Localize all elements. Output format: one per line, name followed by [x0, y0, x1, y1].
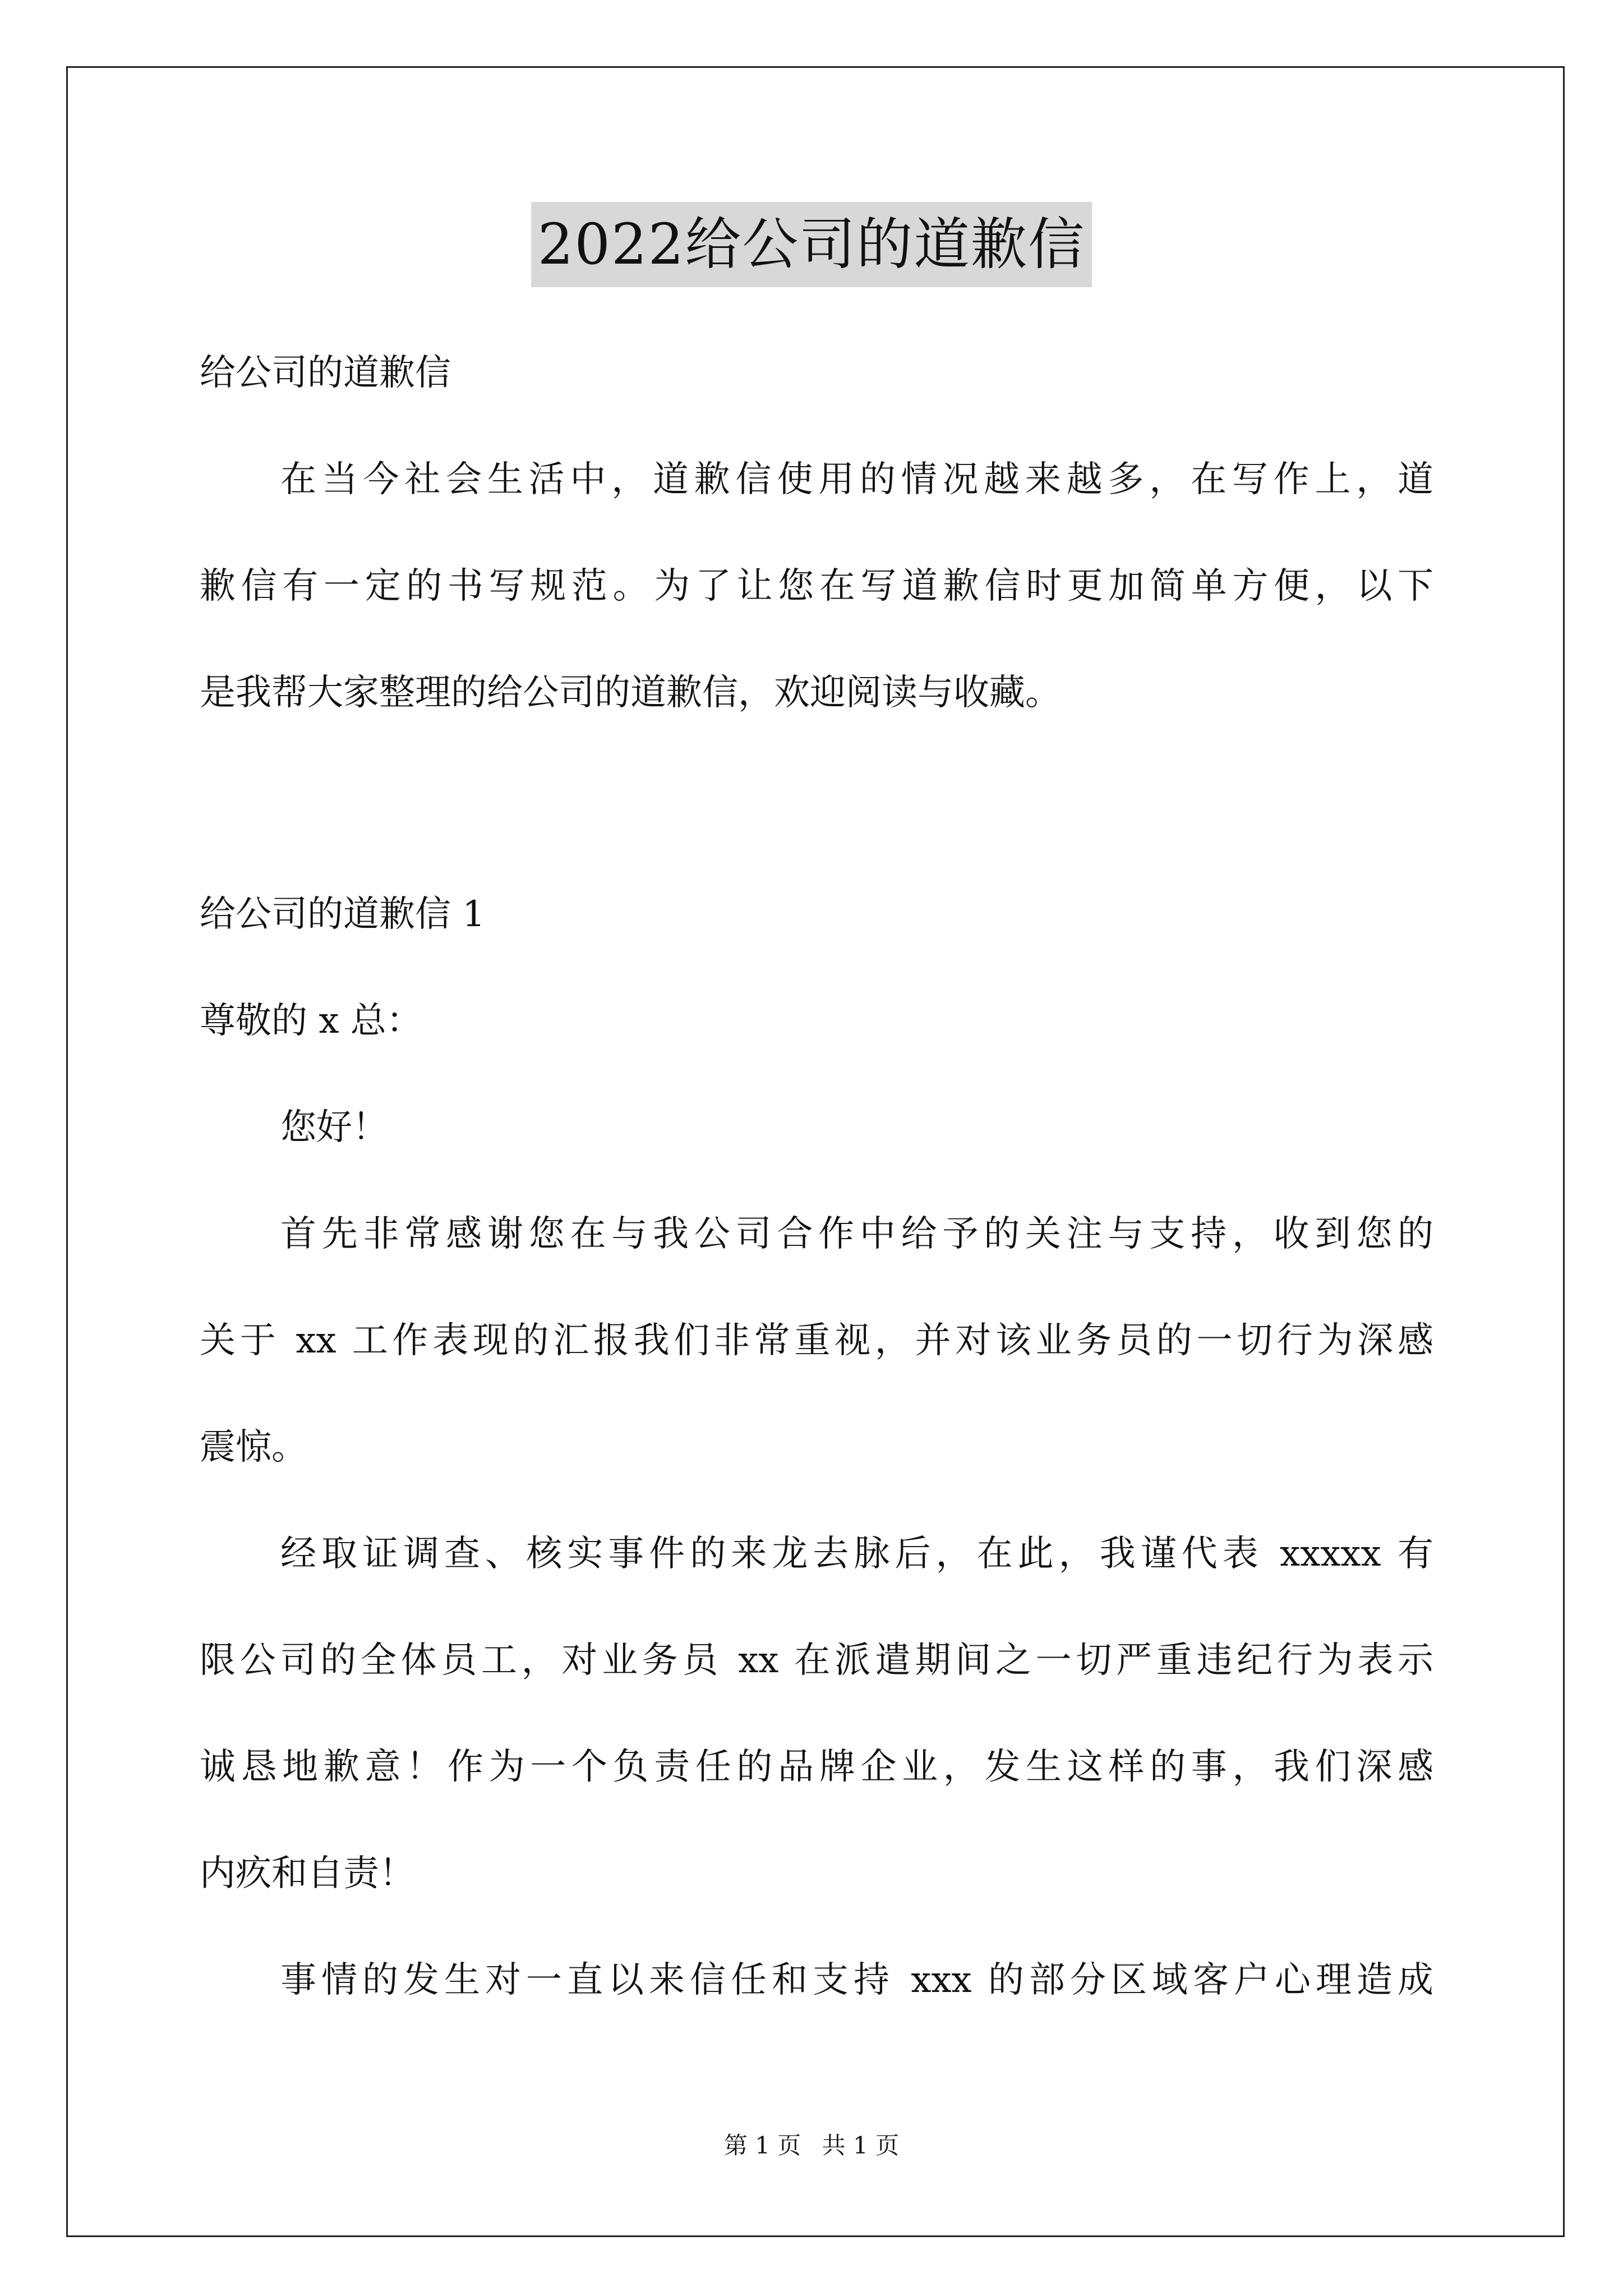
salutation: 尊敬的 x 总：	[200, 1000, 422, 1042]
intro-line-2: 歉信有一定的书写规范。为了让您在写道歉信时更加简单方便，以下	[200, 565, 1433, 607]
body-line-6: 诚恳地歉意！作为一个负责任的品牌企业，发生这样的事，我们深感	[200, 1746, 1433, 1788]
subtitle-line: 给公司的道歉信	[200, 352, 451, 394]
page-total: 共 1 页	[822, 2132, 900, 2159]
document-title: 2022给公司的道歉信	[531, 202, 1092, 287]
body-line-1: 首先非常感谢您在与我公司合作中给予的关注与支持，收到您的	[280, 1213, 1433, 1255]
greeting: 您好！	[280, 1107, 388, 1148]
body-line-7: 内疚和自责！	[200, 1853, 415, 1894]
page-footer	[0, 2129, 1623, 2162]
intro-line-1: 在当今社会生活中，道歉信使用的情况越来越多，在写作上，道	[280, 459, 1433, 500]
body-line-5: 限公司的全体员工，对业务员 xx 在派遣期间之一切严重违纪行为表示	[200, 1640, 1433, 1681]
title-container	[0, 202, 1623, 287]
body-line-4: 经取证调查、核实事件的来龙去脉后，在此，我谨代表 xxxxx 有	[280, 1533, 1433, 1575]
body-line-8: 事情的发生对一直以来信任和支持 xxx 的部分区域客户心理造成	[280, 1959, 1433, 2001]
body-line-3: 震惊。	[200, 1427, 307, 1468]
intro-line-3: 是我帮大家整理的给公司的道歉信，欢迎阅读与收藏。	[200, 672, 1061, 714]
page-number: 第 1 页	[723, 2132, 801, 2159]
section-heading: 给公司的道歉信 1	[200, 894, 486, 935]
body-line-2: 关于 xx 工作表现的汇报我们非常重视，并对该业务员的一切行为深感	[200, 1320, 1433, 1361]
